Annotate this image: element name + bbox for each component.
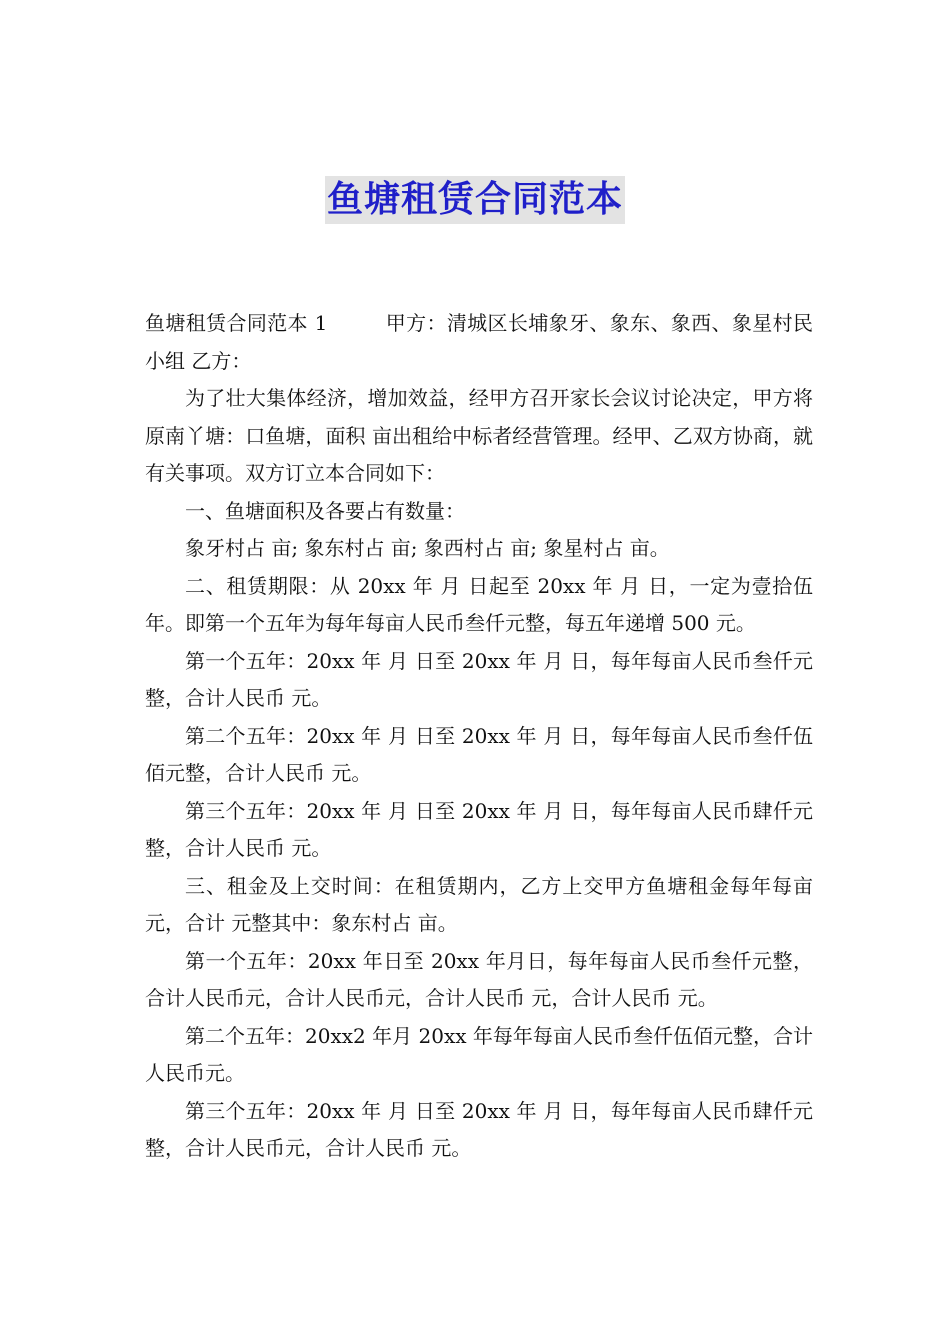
paragraph: 二、租赁期限：从 20xx 年 月 日起至 20xx 年 月 日，一定为壹拾伍年。即第一个五年为每年每亩人民币叁仟元整，每五年递增 500 元。 xyxy=(145,573,813,635)
paragraph: 第一个五年：20xx 年日至 20xx 年月日，每年每亩人民币叁仟元整，合计人民币元，合计人民币元，合计人民币 元，合计人民币 元。 xyxy=(145,948,813,1010)
paragraph-intro xyxy=(145,305,813,380)
paragraph: 第三个五年：20xx 年 月 日至 20xx 年 月 日，每年每亩人民币肆仟元整，合计人民币元，合计人民币 元。 xyxy=(145,1098,813,1160)
document-body xyxy=(145,305,813,1168)
paragraph: 第一个五年：20xx 年 月 日至 20xx 年 月 日，每年每亩人民币叁仟元整，合计人民币 元。 xyxy=(145,648,813,710)
paragraph: 第二个五年：20xx 年 月 日至 20xx 年 月 日，每年每亩人民币叁仟伍佰元整，合计人民币 元。 xyxy=(145,723,813,785)
paragraph: 为了壮大集体经济，增加效益，经甲方召开家长会议讨论决定，甲方将原南丫塘：口鱼塘，面积 亩出租给中标者经营管理。经甲、乙双方协商，就有关事项。双方订立本合同如下： xyxy=(145,386,813,485)
contract-heading: 鱼塘租赁合同范本 1 xyxy=(145,311,328,335)
paragraph: 象牙村占 亩; 象东村占 亩; 象西村占 亩; 象星村占 亩。 xyxy=(185,536,670,560)
paragraph: 三、租金及上交时间：在租赁期内，乙方上交甲方鱼塘租金每年每亩 元，合计 元整其中：象东村占 亩。 xyxy=(145,873,813,935)
paragraph: 一、鱼塘面积及各要占有数量： xyxy=(185,498,465,523)
document-title: 鱼塘租赁合同范本 xyxy=(325,176,625,224)
parties-text: 甲方：清城区长埔象牙、象东、象西、象星村民小组 乙方： xyxy=(145,311,813,373)
paragraph: 第三个五年：20xx 年 月 日至 20xx 年 月 日，每年每亩人民币肆仟元整，合计人民币 元。 xyxy=(145,798,813,860)
paragraph: 第二个五年：20xx2 年月 20xx 年每年每亩人民币叁仟伍佰元整，合计人民币元。 xyxy=(145,1023,813,1085)
title-container xyxy=(0,176,950,224)
